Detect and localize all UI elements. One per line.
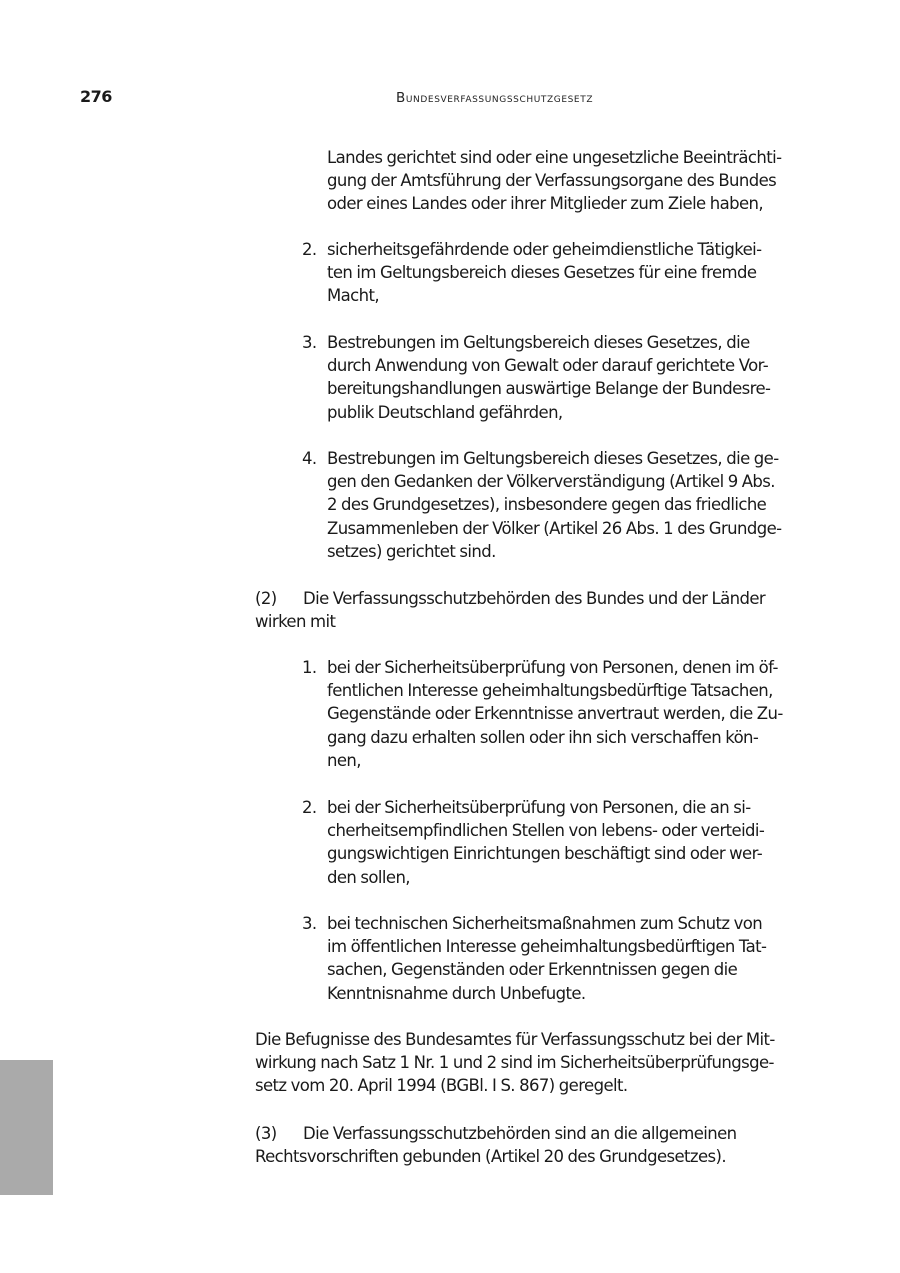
- list-item: [302, 796, 765, 889]
- text-line: nen,: [327, 750, 361, 770]
- text-line: bereitungshandlungen auswärtige Belange der Bundesre-: [327, 379, 771, 399]
- section-thumb-tab: [0, 1060, 53, 1195]
- text-line: Bestrebungen im Geltungsbereich dieses Gesetzes, die ge-: [327, 449, 779, 468]
- text-line: Rechtsvorschriften gebunden (Artikel 20 des Grundgesetzes).: [255, 1147, 726, 1167]
- list-item: [302, 331, 771, 424]
- text-line: durch Anwendung von Gewalt oder darauf gerichtete Vor-: [327, 356, 769, 376]
- text-line: bei der Sicherheitsüberprüfung von Personen, die an si-: [327, 798, 751, 817]
- text-line: publik Deutschland gefährden,: [327, 402, 563, 422]
- item-number: 3.: [302, 914, 317, 933]
- text-line: wirkung nach Satz 1 Nr. 1 und 2 sind im Sicherheitsüberprüfungsge-: [255, 1053, 774, 1073]
- text-line: 2 des Grundgesetzes), insbesondere gegen das friedliche: [327, 495, 767, 515]
- text-line: sachen, Gegenständen oder Erkenntnissen gegen die: [327, 960, 738, 980]
- page-number: 276: [80, 87, 112, 106]
- text-line: Die Befugnisse des Bundesamtes für Verfassungsschutz bei der Mit-: [255, 1030, 775, 1049]
- text-line: setzes) gerichtet sind.: [327, 541, 496, 561]
- list-item: [302, 447, 782, 563]
- text-line: bei der Sicherheitsüberprüfung von Personen, denen im öf-: [327, 658, 778, 677]
- list-item: [302, 912, 767, 1005]
- text-line: Gegenstände oder Erkenntnisse anvertraut werden, die Zu-: [327, 704, 783, 724]
- text-line: Kenntnisnahme durch Unbefugte.: [327, 983, 586, 1003]
- paragraph-text: Die Verfassungsschutzbehörden sind an die allgemeinen: [303, 1124, 737, 1143]
- item-number: 1.: [302, 658, 317, 677]
- text-line: oder eines Landes oder ihrer Mitglieder zum Ziele haben,: [327, 194, 764, 214]
- text-line: den sollen,: [327, 867, 410, 887]
- paragraph-3: [255, 1122, 737, 1168]
- paragraph-number: (2): [255, 589, 277, 608]
- item-number: 2.: [302, 240, 317, 259]
- text-line: cherheitsempfindlichen Stellen von lebens- oder verteidi-: [327, 821, 765, 841]
- list-item: [302, 656, 783, 772]
- text-line: gungswichtigen Einrichtungen beschäftigt sind oder wer-: [327, 844, 763, 864]
- text-line: Landes gerichtet sind oder eine ungesetzliche Beeinträchti-: [327, 148, 782, 167]
- item-1-continuation: [327, 146, 781, 216]
- text-line: ten im Geltungsbereich dieses Gesetzes für eine fremde: [327, 263, 757, 283]
- paragraph-text: Die Verfassungsschutzbehörden des Bundes und der Länder: [303, 589, 766, 608]
- text-line: [255, 1122, 737, 1145]
- paragraph-2: [255, 587, 765, 633]
- item-number: 2.: [302, 798, 317, 817]
- text-line: Zusammenleben der Völker (Artikel 26 Abs. 1 des Grundge-: [327, 518, 782, 538]
- text-line: gang dazu erhalten sollen oder ihn sich verschaffen kön-: [327, 727, 759, 747]
- running-header: Bundesverfassungsschutzgesetz: [396, 90, 594, 106]
- text-line: Macht,: [327, 286, 379, 306]
- item-number: 4.: [302, 449, 317, 468]
- text-line: gung der Amtsführung der Verfassungsorgane des Bundes: [327, 171, 777, 191]
- text-line: gen den Gedanken der Völkerverständigung (Artikel 9 Abs.: [327, 472, 775, 492]
- text-line: im öffentlichen Interesse geheimhaltungsbedürftigen Tat-: [327, 937, 767, 957]
- text-line: wirken mit: [255, 612, 336, 632]
- text-line: fentlichen Interesse geheimhaltungsbedürftige Tatsachen,: [327, 681, 773, 701]
- text-line: setz vom 20. April 1994 (BGBl. I S. 867) geregelt.: [255, 1076, 628, 1096]
- text-line: bei technischen Sicherheitsmaßnahmen zum Schutz von: [327, 914, 763, 933]
- befugnisse-paragraph: [255, 1028, 775, 1098]
- item-number: 3.: [302, 333, 317, 352]
- text-line: sicherheitsgefährdende oder geheimdienstliche Tätigkei-: [327, 240, 762, 259]
- list-item: [302, 238, 762, 308]
- paragraph-number: (3): [255, 1124, 277, 1143]
- text-line: [255, 587, 765, 610]
- text-line: Bestrebungen im Geltungsbereich dieses Gesetzes, die: [327, 333, 750, 352]
